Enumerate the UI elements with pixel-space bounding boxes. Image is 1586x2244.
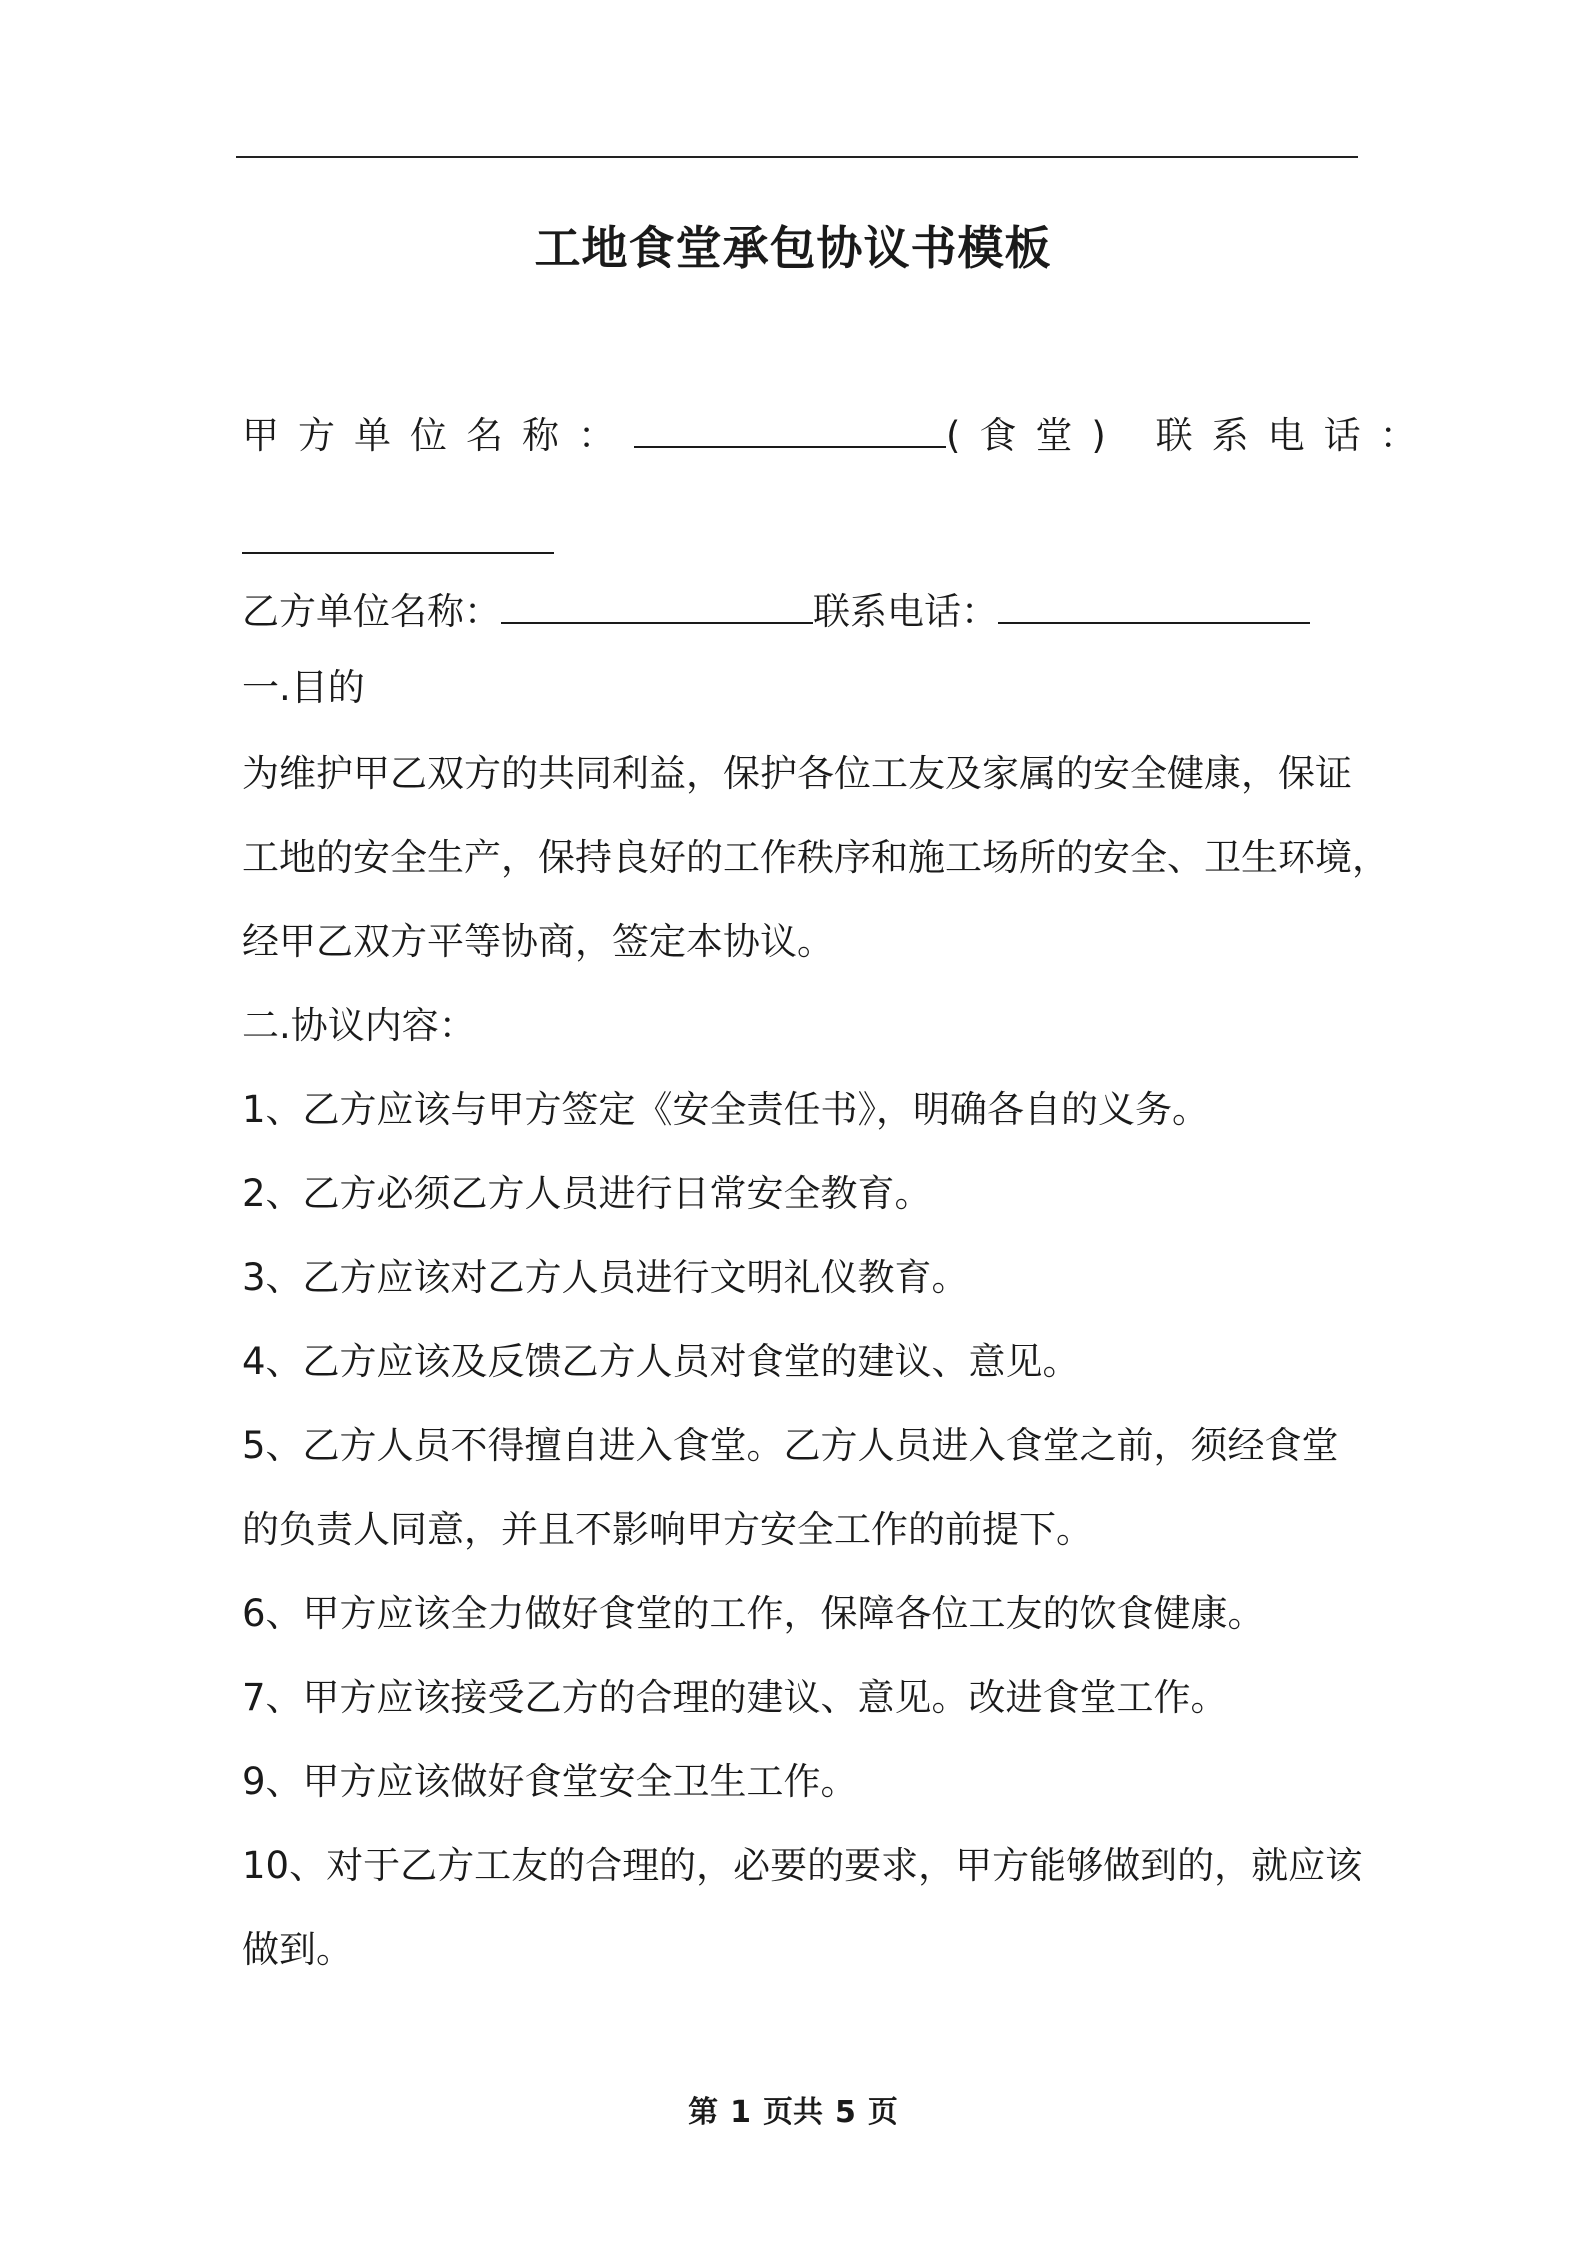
page-footer <box>0 2088 1586 2138</box>
clause-item: 2、乙方必须乙方人员进行日常安全教育。 <box>242 1172 932 1215</box>
total-pages-number: 5 <box>835 2095 856 2130</box>
current-page-number: 1 <box>730 2095 751 2130</box>
document-title: 工地食堂承包协议书模板 <box>534 221 1052 275</box>
section-heading-purpose: 一.目的 <box>242 666 365 709</box>
party-a-phone-blank <box>242 518 554 554</box>
page-label-mid: 页共 <box>763 2095 823 2130</box>
party-b-name-blank <box>501 588 813 624</box>
clause-item: 6、甲方应该全力做好食堂的工作，保障各位工友的饮食健康。 <box>242 1592 1265 1635</box>
party-a-line <box>242 408 1436 464</box>
clause-item: 10、对于乙方工友的合理的，必要的要求，甲方能够做到的，就应该 <box>242 1844 1363 1887</box>
party-b-line <box>242 584 1310 640</box>
section-heading-content: 二.协议内容： <box>242 1004 476 1047</box>
clause-item-continuation: 的负责人同意，并且不影响甲方安全工作的前提下。 <box>242 1508 1093 1551</box>
party-b-phone-label: 联系电话： <box>813 590 998 633</box>
clause-item: 4、乙方应该及反馈乙方人员对食堂的建议、意见。 <box>242 1340 1080 1383</box>
page-label-prefix: 第 <box>688 2095 719 2130</box>
clause-item: 9、甲方应该做好食堂安全卫生工作。 <box>242 1760 858 1803</box>
party-a-phone-label: 联系电话： <box>1155 414 1436 457</box>
page-label-suffix: 页 <box>867 2095 898 2130</box>
clause-item-continuation: 做到。 <box>242 1928 353 1971</box>
party-a-phone-line <box>242 514 554 570</box>
paragraph-line: 工地的安全生产，保持良好的工作秩序和施工场所的安全、卫生环境， <box>242 836 1389 879</box>
party-a-canteen-tag: (食堂) <box>946 414 1125 457</box>
party-a-label: 甲方单位名称： <box>242 414 634 457</box>
party-b-phone-blank <box>998 588 1310 624</box>
party-b-label: 乙方单位名称： <box>242 590 501 633</box>
paragraph-line: 为维护甲乙双方的共同利益，保护各位工友及家属的安全健康，保证 <box>242 752 1352 795</box>
clause-item: 3、乙方应该对乙方人员进行文明礼仪教育。 <box>242 1256 969 1299</box>
header-rule <box>236 156 1358 158</box>
clause-item: 5、乙方人员不得擅自进入食堂。乙方人员进入食堂之前，须经食堂 <box>242 1424 1339 1467</box>
clause-item: 7、甲方应该接受乙方的合理的建议、意见。改进食堂工作。 <box>242 1676 1228 1719</box>
paragraph-line: 经甲乙双方平等协商，签定本协议。 <box>242 920 834 963</box>
party-a-name-blank <box>634 412 946 448</box>
clause-item: 1、乙方应该与甲方签定《安全责任书》，明确各自的义务。 <box>242 1088 1210 1131</box>
